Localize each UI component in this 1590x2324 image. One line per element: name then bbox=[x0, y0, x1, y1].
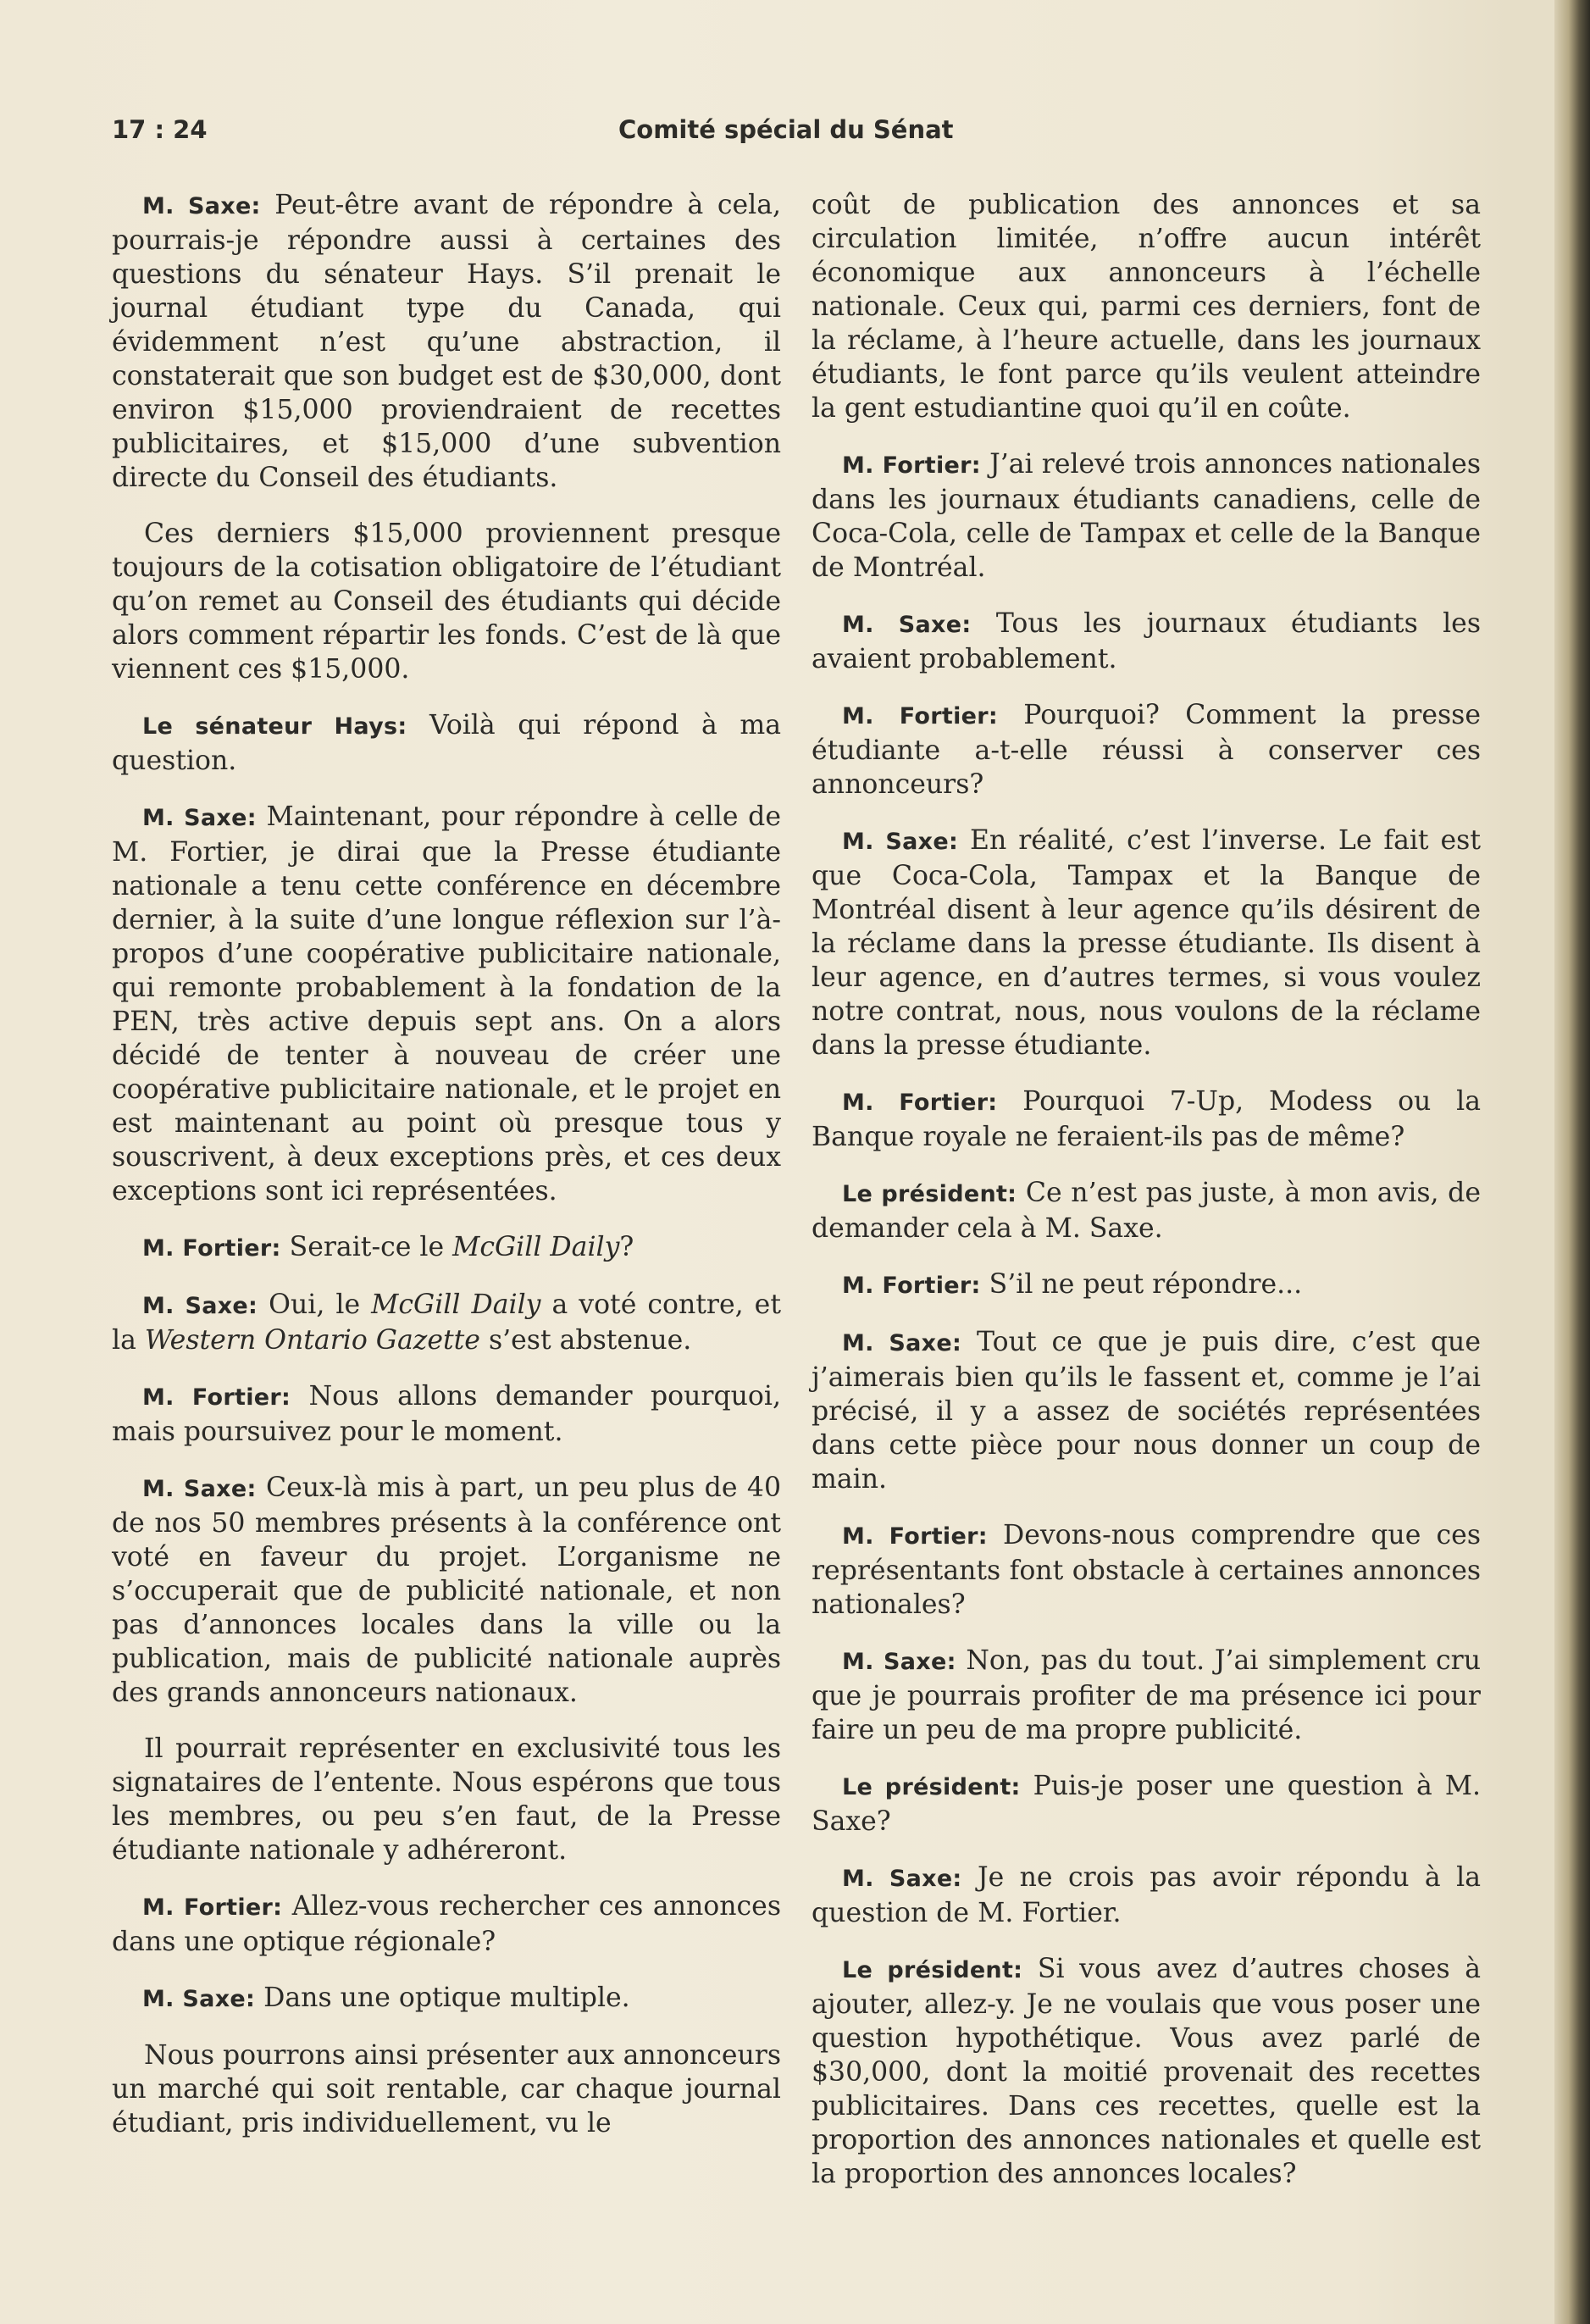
paragraph-text: Allez-vous rechercher ces annonces dans une optique régionale? bbox=[112, 1891, 781, 1957]
paragraph bbox=[812, 447, 1481, 585]
speaker-name: Le président: bbox=[842, 1957, 1023, 1983]
paragraph-text: Tout ce que je puis dire, c’est que j’aimerais bien qu’ils le fassent et, comme je l’ai précisé, il y a assez de sociétés représentées dans cette pièce pour nous donner un coup de main. bbox=[812, 1327, 1481, 1495]
paragraph-text: Voilà qui répond à ma question. bbox=[112, 710, 781, 776]
speaker-name: M. Saxe: bbox=[142, 1293, 258, 1319]
paragraph-text: ? bbox=[619, 1232, 634, 1262]
page-title: Comité spécial du Sénat bbox=[618, 115, 954, 144]
paragraph bbox=[812, 1325, 1481, 1496]
paragraph-text: Peut-être avant de répondre à cela, pourrais-je répondre aussi à certaines des questions du sénateur Hays. S’il prenait le journal étudiant type du Canada, qui évidemment n’est qu’une abstraction, il constaterait que son budget est de $30,000, dont environ $15,000 proviendraient de recettes publicitaires, et $15,000 d’une subvention directe du Conseil des étudiants. bbox=[112, 190, 781, 493]
paragraph-text: Ces derniers $15,000 proviennent presque toujours de la cotisation obligatoire de l’étudiant qu’on remet au Conseil des étudiants qui décide alors comment répartir les fonds. C’est de là que viennent ces $15,000. bbox=[112, 519, 781, 685]
paragraph bbox=[812, 1952, 1481, 2191]
publication-title: Western Ontario Gazette bbox=[144, 1325, 480, 1356]
speaker-name: M. Fortier: bbox=[142, 1235, 281, 1262]
paragraph-text: coût de publication des annonces et sa circulation limitée, n’offre aucun intérêt économique aux annonceurs à l’échelle nationale. Ceux qui, parmi ces derniers, font de la réclame, à l’heure actuelle, dans les journaux étudiants, le font parce qu’ils veulent atteindre la gent estudiantine quoi qu’il en coûte. bbox=[812, 190, 1481, 424]
speaker-name: M. Fortier: bbox=[142, 1894, 283, 1921]
paragraph bbox=[112, 1471, 781, 1710]
paragraph bbox=[812, 824, 1481, 1062]
speaker-name: M. Saxe: bbox=[842, 1649, 956, 1675]
paragraph bbox=[812, 188, 1481, 425]
speaker-name: M. Fortier: bbox=[842, 703, 998, 729]
speaker-name: M. Saxe: bbox=[842, 612, 972, 638]
paragraph-text: Ce n’est pas juste, à mon avis, de demander cela à M. Saxe. bbox=[812, 1178, 1481, 1244]
paragraph-text: Je ne crois pas avoir répondu à la question de M. Fortier. bbox=[812, 1862, 1481, 1928]
paragraph bbox=[812, 1267, 1481, 1303]
paragraph-text: Maintenant, pour répondre à celle de M. Fortier, je dirai que la Presse étudiante nationale a tenu cette conférence en décembre dernier, à la suite d’une longue réflexion sur l’à-propos d’une coopérative publicitaire nationale, qui remonte probablement à la fondation de la PEN, très active depuis sept ans. On a alors décidé de tenter à nouveau de créer une coopérative publicitaire nationale, et le projet en est maintenant au point où presque tous y souscrivent, à deux exceptions près, et ces deux exceptions sont ici représentées. bbox=[112, 801, 781, 1206]
speaker-name: M. Saxe: bbox=[142, 1476, 257, 1502]
paragraph bbox=[112, 2038, 781, 2140]
paragraph bbox=[812, 1769, 1481, 1839]
paragraph bbox=[812, 607, 1481, 676]
paragraph-text: J’ai relevé trois annonces nationales dans les journaux étudiants canadiens, celle de Coca-Cola, celle de Tampax et celle de la Banque de Montréal. bbox=[812, 449, 1481, 583]
paragraph bbox=[812, 1861, 1481, 1930]
paragraph-text: Si vous avez d’autres choses à ajouter, allez-y. Je ne voulais que vous poser une question hypothétique. Vous avez parlé de $30,000, dont la moitié provenait des recettes publicitaires. Dans ces recettes, quelle est la proportion des annonces nationales et quelle est la proportion des annonces locales? bbox=[812, 1954, 1481, 2189]
paragraph-text: Dans une optique multiple. bbox=[255, 1983, 630, 2013]
paragraph bbox=[112, 1379, 781, 1449]
paragraph bbox=[112, 1889, 781, 1959]
book-binding-edge bbox=[1554, 0, 1590, 2324]
right-column bbox=[812, 188, 1481, 2213]
paragraph-text: Oui, le bbox=[258, 1290, 372, 1320]
paragraph-text: Ceux-là mis à part, un peu plus de 40 de nos 50 membres présents à la conférence ont voté en faveur du projet. L’organisme ne s’occuperait que de publicité nationale, et non pas d’annonces locales dans la ville ou la publication, mais de publicité nationale auprès des grands annonceurs nationaux. bbox=[112, 1473, 781, 1708]
speaker-name: M. Saxe: bbox=[142, 1986, 256, 2012]
speaker-name: M. Fortier: bbox=[842, 1273, 981, 1299]
speaker-name: Le président: bbox=[842, 1181, 1017, 1207]
paragraph-text: S’il ne peut répondre... bbox=[980, 1269, 1303, 1300]
speaker-name: M. Saxe: bbox=[842, 829, 959, 855]
speaker-name: M. Saxe: bbox=[842, 1866, 962, 1892]
speaker-name: M. Saxe: bbox=[842, 1330, 962, 1356]
paragraph-text: Non, pas du tout. J’ai simplement cru que je pourrais profiter de ma présence ici pour faire un peu de ma propre publicité. bbox=[812, 1645, 1481, 1745]
paragraph-text: Serait-ce le bbox=[280, 1232, 453, 1262]
paragraph bbox=[812, 1644, 1481, 1747]
paragraph-text: Pourquoi? Comment la presse étudiante a-t-elle réussi à conserver ces annonceurs? bbox=[812, 700, 1481, 800]
speaker-name: Le président: bbox=[842, 1774, 1021, 1800]
paragraph-text: Tous les journaux étudiants les avaient probablement. bbox=[812, 608, 1481, 674]
paragraph bbox=[112, 800, 781, 1208]
speaker-name: M. Fortier: bbox=[842, 452, 981, 479]
paragraph-text: Nous allons demander pourquoi, mais poursuivez pour le moment. bbox=[112, 1381, 781, 1447]
paragraph bbox=[112, 1230, 781, 1266]
speaker-name: M. Fortier: bbox=[842, 1090, 998, 1116]
speaker-name: M. Fortier: bbox=[142, 1384, 291, 1411]
paragraph-text: Devons-nous comprendre que ces représentants font obstacle à certaines annonces nationales? bbox=[812, 1520, 1481, 1620]
page-number: 17 : 24 bbox=[112, 115, 208, 144]
paragraph bbox=[112, 1732, 781, 1867]
paragraph-text: Il pourrait représenter en exclusivité tous les signataires de l’entente. Nous espérons que tous les membres, ou peu s’en faut, de la Presse étudiante nationale y adhéreront. bbox=[112, 1733, 781, 1866]
paragraph bbox=[112, 517, 781, 686]
paragraph bbox=[112, 708, 781, 778]
paragraph bbox=[112, 1288, 781, 1357]
speaker-name: M. Saxe: bbox=[142, 193, 261, 219]
speaker-name: Le sénateur Hays: bbox=[142, 713, 407, 740]
speaker-name: M. Fortier: bbox=[842, 1523, 988, 1550]
paragraph bbox=[812, 1084, 1481, 1154]
paragraph bbox=[112, 1981, 781, 2016]
paragraph-text: Puis-je poser une question à M. Saxe? bbox=[812, 1771, 1481, 1837]
left-column bbox=[112, 188, 781, 2162]
paragraph-text: s’est abstenue. bbox=[479, 1325, 692, 1356]
paragraph-text: Nous pourrons ainsi présenter aux annonceurs un marché qui soit rentable, car chaque journal étudiant, pris individuellement, vu le bbox=[112, 2040, 781, 2138]
publication-title: McGill Daily bbox=[371, 1290, 541, 1320]
paragraph bbox=[812, 1518, 1481, 1622]
paragraph-text: a voté contre, et la bbox=[112, 1290, 781, 1356]
publication-title: McGill Daily bbox=[452, 1232, 620, 1262]
paragraph bbox=[112, 188, 781, 495]
paragraph-text: Pourquoi 7-Up, Modess ou la Banque royale ne feraient-ils pas de même? bbox=[812, 1086, 1481, 1152]
paragraph bbox=[812, 1176, 1481, 1245]
paragraph bbox=[812, 698, 1481, 801]
speaker-name: M. Saxe: bbox=[142, 805, 257, 831]
paragraph-text: En réalité, c’est l’inverse. Le fait est que Coca-Cola, Tampax et la Banque de Montréal disent à leur agence qu’ils désirent de la réclame dans la presse étudiante. Ils disent à leur agence, en d’autres termes, si vous voulez notre contrat, nous, nous voulons de la réclame dans la presse étudiante. bbox=[812, 825, 1481, 1061]
page-header bbox=[112, 112, 1501, 154]
